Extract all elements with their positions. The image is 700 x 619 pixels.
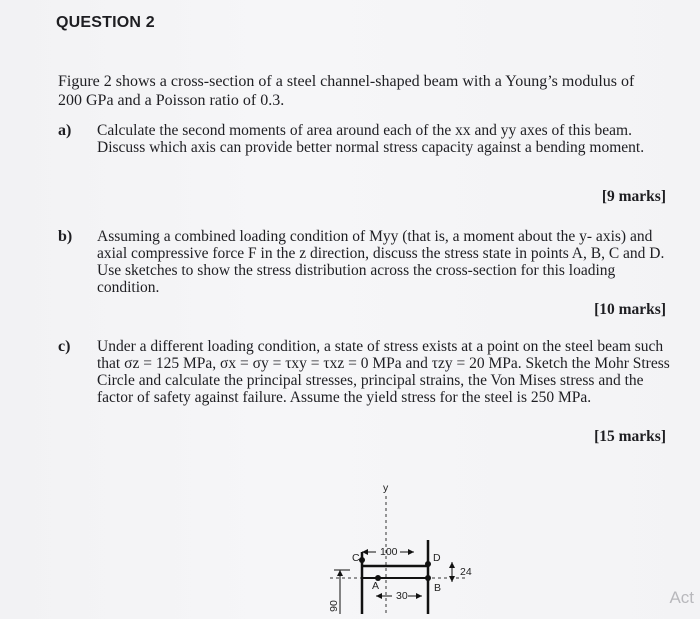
point-d-marker (425, 561, 431, 567)
part-a-label: a) (58, 122, 72, 139)
part-b-marks: [10 marks] (594, 301, 666, 318)
point-a-label: A (372, 580, 380, 592)
side-dimension-label: 90 (327, 600, 340, 612)
width-dimension-label: 100 (380, 546, 398, 558)
y-axis-label: y (383, 482, 389, 494)
part-a-text: Calculate the second moments of area around each of the xx and yy axes of this beam. Discuss which axis can provide better normal stress capacity against a bending moment. (97, 122, 645, 156)
point-b-marker (425, 575, 431, 581)
part-b-label: b) (58, 228, 73, 245)
part-a-marks: [9 marks] (601, 188, 666, 205)
activate-watermark: Act (669, 588, 694, 607)
point-d-label: D (433, 552, 441, 564)
question-intro: Figure 2 shows a cross-section of a steel channel-shaped beam with a Young’s modulus of 200 GPa and a Poisson ratio of 0.3. (58, 73, 635, 109)
question-heading: QUESTION 2 (56, 14, 155, 31)
part-c-label: c) (58, 338, 71, 355)
channel-cross-section-figure (300, 478, 510, 614)
point-c-label: C (352, 552, 360, 564)
thickness-dimension-label: 24 (460, 566, 472, 578)
part-b-text: Assuming a combined loading condition of Myy (that is, a moment about the y- axis) and axial compressive force F in the z direction, discuss the stress state in points A, B, C and D. Use sketches to show the stress distribution across the cross-section for this loading condition. (97, 228, 665, 296)
part-c-marks: [15 marks] (594, 428, 666, 445)
inner-dimension-label: 30 (396, 590, 408, 602)
point-b-label: B (434, 582, 442, 594)
part-c-text: Under a different loading condition, a state of stress exists at a point on the steel beam such that σz = 125 MPa, σx = σy = τxy = τxz = 0 MPa and τzy = 20 MPa. Sketch the Mohr Stress Circle and calculate the principal stresses, principal strains, the Von Mises stress and the factor of safety against failure. Assume the yield stress for the steel is 250 MPa. (97, 338, 670, 406)
